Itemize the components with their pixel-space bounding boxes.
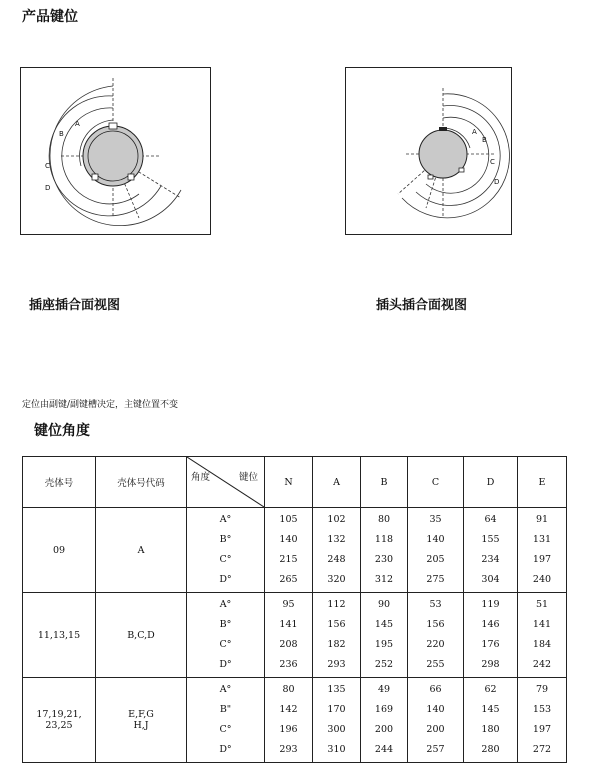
angle-value: 90 [377, 599, 391, 610]
shell-size-cell: 09 [23, 508, 96, 593]
angle-value: 230 [374, 554, 394, 565]
angle-value: 91 [535, 514, 549, 525]
key-angle-table [22, 456, 567, 763]
angle-label-cell [187, 508, 265, 593]
angle-label-cell [187, 593, 265, 678]
shell-code-cell: B,C,D [96, 593, 187, 678]
angle-value: 200 [374, 724, 394, 735]
receptacle-label-a: A [75, 120, 80, 128]
angle-value: 304 [481, 574, 500, 585]
header-col-c: C [408, 457, 464, 508]
angle-value: 105 [279, 514, 298, 525]
angle-value: 119 [481, 599, 500, 610]
shell-size-cell: 11,13,15 [23, 593, 96, 678]
plug-label-c: C [490, 158, 495, 166]
table-body [23, 508, 567, 763]
angle-value: 170 [327, 704, 346, 715]
header-angle-key [187, 457, 265, 508]
value-cell [313, 593, 361, 678]
header-key: 键位 [238, 472, 258, 483]
value-cell [265, 508, 313, 593]
value-cell [518, 678, 567, 763]
angle-value: 140 [426, 534, 445, 545]
angle-value: 64 [484, 514, 497, 525]
angle-value: 35 [429, 514, 442, 525]
angle-label-cell [187, 678, 265, 763]
angle-value: 51 [535, 599, 549, 610]
value-cell [361, 508, 408, 593]
angle-label: D° [219, 659, 232, 670]
receptacle-mating-face-diagram [20, 67, 211, 235]
angle-value: 300 [327, 724, 346, 735]
angle-label: D° [219, 574, 232, 585]
angle-value: 200 [426, 724, 445, 735]
table-row [23, 678, 567, 763]
value-cell [464, 678, 518, 763]
receptacle-label-c: C [45, 162, 50, 170]
angle-value: 131 [532, 534, 552, 545]
angle-value: 140 [279, 534, 298, 545]
header-angle: 角度 [191, 472, 211, 483]
angle-value: 62 [484, 684, 497, 695]
plug-label-b: B [482, 136, 487, 144]
receptacle-label-b: B [59, 130, 64, 138]
value-cell [265, 593, 313, 678]
angle-value: 257 [426, 744, 445, 755]
angle-value: 242 [532, 659, 552, 670]
angle-value: 80 [282, 684, 295, 695]
angle-value: 248 [327, 554, 346, 565]
angle-label: B° [219, 534, 232, 545]
header-shell-code: 壳体号代码 [96, 457, 187, 508]
angle-value: 312 [374, 574, 394, 585]
angle-value: 118 [374, 534, 394, 545]
angle-label: A° [219, 599, 232, 610]
angle-label: C° [219, 639, 232, 650]
angle-value: 49 [377, 684, 391, 695]
header-col-e: E [518, 457, 567, 508]
angle-label: D° [219, 744, 232, 755]
table-title: 键位角度 [34, 423, 90, 439]
value-cell [408, 508, 464, 593]
plug-diagram-svg [346, 68, 511, 234]
value-cell [464, 508, 518, 593]
angle-value: 140 [426, 704, 445, 715]
angle-label: A° [219, 514, 232, 525]
plug-mating-face-diagram [345, 67, 512, 235]
table-header-row [23, 457, 567, 508]
angle-value: 141 [532, 619, 552, 630]
angle-value: 220 [426, 639, 445, 650]
value-cell [265, 678, 313, 763]
header-col-d: D [464, 457, 518, 508]
shell-code-cell: E,F,G H,J [96, 678, 187, 763]
angle-value: 184 [532, 639, 552, 650]
angle-value: 132 [327, 534, 346, 545]
value-cell [408, 678, 464, 763]
angle-value: 272 [532, 744, 552, 755]
header-col-a: A [313, 457, 361, 508]
angle-label: B° [219, 619, 232, 630]
angle-value: 293 [327, 659, 346, 670]
angle-value: 215 [279, 554, 298, 565]
angle-value: 142 [279, 704, 298, 715]
angle-label: A° [219, 684, 232, 695]
angle-value: 240 [532, 574, 552, 585]
angle-value: 298 [481, 659, 500, 670]
angle-label: C° [219, 724, 232, 735]
angle-label: B" [219, 704, 232, 715]
shell-code-cell: A [96, 508, 187, 593]
header-shell-size: 壳体号 [23, 457, 96, 508]
angle-value: 195 [374, 639, 394, 650]
angle-value: 155 [481, 534, 500, 545]
value-cell [518, 508, 567, 593]
shell-size-cell: 17,19,21, 23,25 [23, 678, 96, 763]
angle-value: 196 [279, 724, 298, 735]
angle-value: 208 [279, 639, 298, 650]
angle-value: 153 [532, 704, 552, 715]
angle-value: 112 [327, 599, 346, 610]
plug-caption: 插头插合面视图 [376, 298, 468, 313]
angle-value: 79 [535, 684, 549, 695]
angle-value: 145 [481, 704, 500, 715]
angle-value: 280 [481, 744, 500, 755]
value-cell [518, 593, 567, 678]
angle-value: 146 [481, 619, 500, 630]
plug-label-d: D [494, 178, 500, 186]
table-row [23, 593, 567, 678]
receptacle-diagram-svg [21, 68, 210, 234]
angle-value: 252 [374, 659, 394, 670]
angle-value: 244 [374, 744, 394, 755]
angle-value: 156 [327, 619, 346, 630]
angle-value: 265 [279, 574, 298, 585]
angle-value: 141 [279, 619, 298, 630]
keying-note: 定位由副键/副键槽决定，主键位置不变 [22, 400, 179, 410]
receptacle-caption: 插座插合面视图 [29, 298, 121, 313]
angle-value: 169 [374, 704, 394, 715]
angle-value: 95 [282, 599, 295, 610]
angle-value: 255 [426, 659, 445, 670]
angle-value: 205 [426, 554, 445, 565]
table-row [23, 508, 567, 593]
plug-label-a: A [472, 128, 477, 136]
angle-value: 66 [429, 684, 442, 695]
angle-value: 236 [279, 659, 298, 670]
angle-value: 53 [429, 599, 442, 610]
value-cell [361, 678, 408, 763]
angle-label: C° [219, 554, 232, 565]
header-col-b: B [361, 457, 408, 508]
receptacle-label-d: D [45, 184, 51, 192]
angle-value: 80 [377, 514, 391, 525]
angle-value: 197 [532, 554, 552, 565]
value-cell [464, 593, 518, 678]
value-cell [408, 593, 464, 678]
angle-value: 320 [327, 574, 346, 585]
angle-value: 135 [327, 684, 346, 695]
angle-value: 156 [426, 619, 445, 630]
angle-value: 293 [279, 744, 298, 755]
angle-value: 176 [481, 639, 500, 650]
angle-value: 310 [327, 744, 346, 755]
page-title: 产品键位 [22, 9, 78, 25]
angle-value: 234 [481, 554, 500, 565]
angle-value: 182 [327, 639, 346, 650]
angle-value: 180 [481, 724, 500, 735]
angle-value: 275 [426, 574, 445, 585]
value-cell [313, 678, 361, 763]
angle-value: 145 [374, 619, 394, 630]
value-cell [361, 593, 408, 678]
value-cell [313, 508, 361, 593]
angle-value: 102 [327, 514, 346, 525]
angle-value: 197 [532, 724, 552, 735]
header-col-n: N [265, 457, 313, 508]
